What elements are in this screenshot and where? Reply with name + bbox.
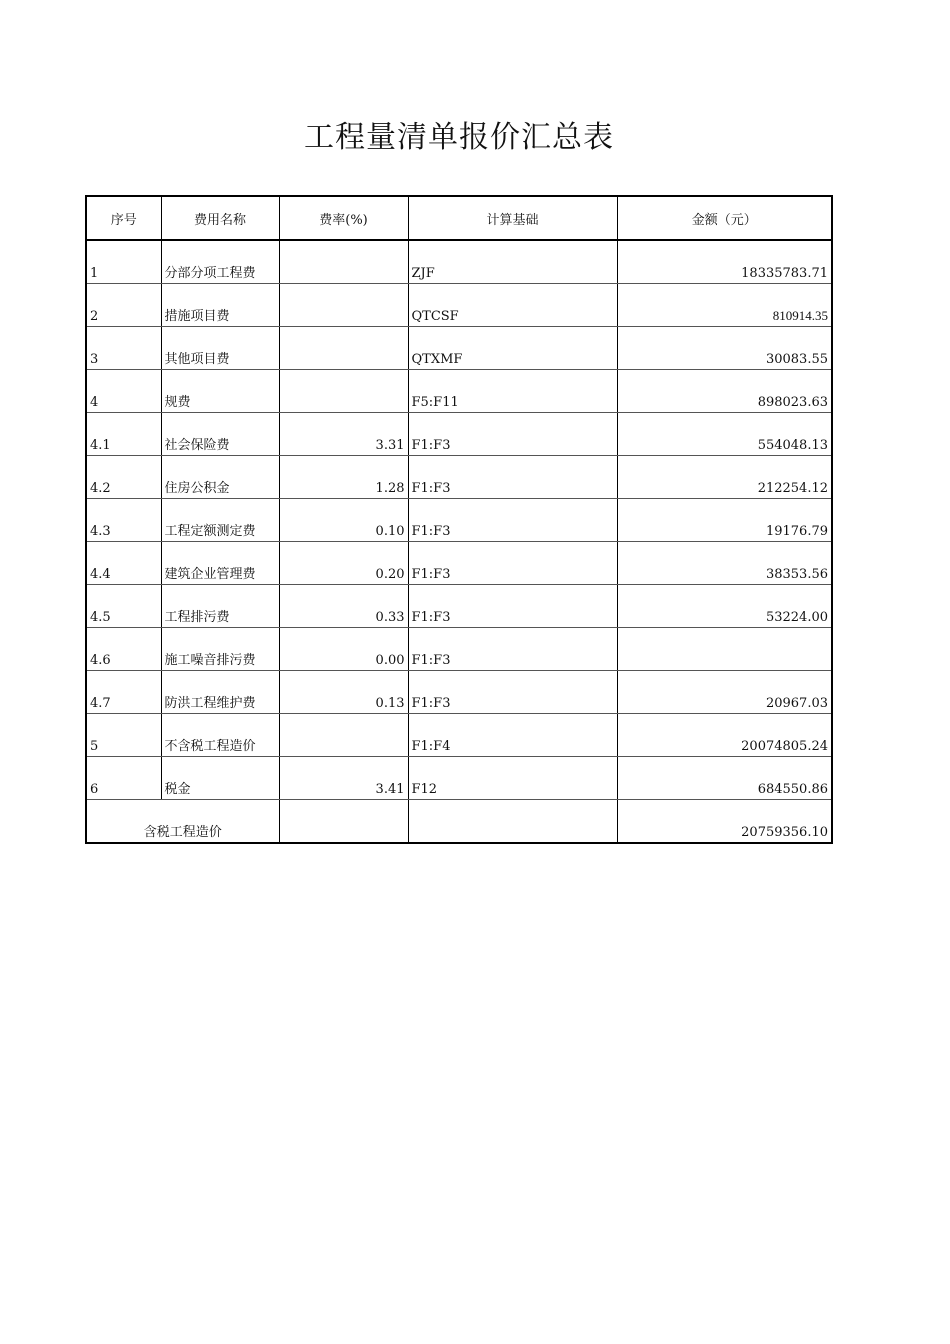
- cell-amount: 898023.63: [617, 370, 832, 413]
- header-seq: 序号: [86, 196, 161, 240]
- cell-amount: 38353.56: [617, 542, 832, 585]
- cell-seq: 5: [86, 714, 161, 757]
- cell-seq: 4.7: [86, 671, 161, 714]
- cell-rate: 0.00: [279, 628, 408, 671]
- cell-amount: 684550.86: [617, 757, 832, 800]
- table-row: [86, 757, 832, 800]
- cell-seq: 4.6: [86, 628, 161, 671]
- cell-name: 工程定额测定费: [161, 499, 279, 542]
- cell-amount: 53224.00: [617, 585, 832, 628]
- cell-amount: 19176.79: [617, 499, 832, 542]
- table-row: [86, 671, 832, 714]
- cell-rate: 1.28: [279, 456, 408, 499]
- cell-name: 不含税工程造价: [161, 714, 279, 757]
- cell-seq: 1: [86, 240, 161, 284]
- cell-basis: F1:F3: [408, 585, 617, 628]
- cell-name: 住房公积金: [161, 456, 279, 499]
- cell-name: 施工噪音排污费: [161, 628, 279, 671]
- cell-rate: 0.10: [279, 499, 408, 542]
- cell-amount: 554048.13: [617, 413, 832, 456]
- cell-basis: F1:F3: [408, 456, 617, 499]
- table-row: [86, 284, 832, 327]
- cell-name: 税金: [161, 757, 279, 800]
- cell-name: 建筑企业管理费: [161, 542, 279, 585]
- table-row: [86, 628, 832, 671]
- table-row: [86, 456, 832, 499]
- table-row: [86, 499, 832, 542]
- cell-name: 措施项目费: [161, 284, 279, 327]
- cell-name: 其他项目费: [161, 327, 279, 370]
- cell-amount: 212254.12: [617, 456, 832, 499]
- cell-seq: 4.4: [86, 542, 161, 585]
- total-amount: 20759356.10: [617, 800, 832, 844]
- table-row: [86, 542, 832, 585]
- cell-rate: [279, 240, 408, 284]
- cell-seq: 6: [86, 757, 161, 800]
- cell-amount: [617, 628, 832, 671]
- header-rate: 费率(%): [279, 196, 408, 240]
- cell-amount: 810914.35: [617, 284, 832, 327]
- cell-rate: 3.41: [279, 757, 408, 800]
- cell-seq: 4: [86, 370, 161, 413]
- header-basis: 计算基础: [408, 196, 617, 240]
- total-label: 含税工程造价: [86, 800, 279, 844]
- cell-amount: 20074805.24: [617, 714, 832, 757]
- cell-name: 规费: [161, 370, 279, 413]
- cell-seq: 4.3: [86, 499, 161, 542]
- cell-name: 工程排污费: [161, 585, 279, 628]
- cell-rate: [279, 370, 408, 413]
- total-row: [86, 800, 832, 844]
- cell-basis: QTCSF: [408, 284, 617, 327]
- summary-table: [85, 195, 833, 844]
- cell-name: 分部分项工程费: [161, 240, 279, 284]
- cell-rate: 0.13: [279, 671, 408, 714]
- cell-seq: 4.5: [86, 585, 161, 628]
- table-row: [86, 327, 832, 370]
- cell-basis: F12: [408, 757, 617, 800]
- table-row: [86, 585, 832, 628]
- cell-seq: 4.1: [86, 413, 161, 456]
- table-row: [86, 413, 832, 456]
- table-header-row: [86, 196, 832, 240]
- cell-amount: 30083.55: [617, 327, 832, 370]
- total-rate-cell: [279, 800, 408, 844]
- cell-rate: [279, 327, 408, 370]
- cell-seq: 2: [86, 284, 161, 327]
- header-amount: 金额（元）: [617, 196, 832, 240]
- cell-basis: F1:F4: [408, 714, 617, 757]
- page-title: 工程量清单报价汇总表: [304, 120, 614, 155]
- cell-basis: ZJF: [408, 240, 617, 284]
- cell-rate: [279, 714, 408, 757]
- cell-amount: 18335783.71: [617, 240, 832, 284]
- cell-rate: 0.33: [279, 585, 408, 628]
- cell-seq: 3: [86, 327, 161, 370]
- total-basis-cell: [408, 800, 617, 844]
- cell-basis: F5:F11: [408, 370, 617, 413]
- header-name: 费用名称: [161, 196, 279, 240]
- cell-basis: F1:F3: [408, 628, 617, 671]
- cell-basis: F1:F3: [408, 542, 617, 585]
- cell-basis: F1:F3: [408, 499, 617, 542]
- table-row: [86, 714, 832, 757]
- cell-seq: 4.2: [86, 456, 161, 499]
- cell-rate: [279, 284, 408, 327]
- cell-basis: F1:F3: [408, 671, 617, 714]
- table-row: [86, 240, 832, 284]
- cell-basis: F1:F3: [408, 413, 617, 456]
- cell-name: 防洪工程维护费: [161, 671, 279, 714]
- table-row: [86, 370, 832, 413]
- cell-rate: 3.31: [279, 413, 408, 456]
- cell-name: 社会保险费: [161, 413, 279, 456]
- cell-amount: 20967.03: [617, 671, 832, 714]
- cell-basis: QTXMF: [408, 327, 617, 370]
- cell-rate: 0.20: [279, 542, 408, 585]
